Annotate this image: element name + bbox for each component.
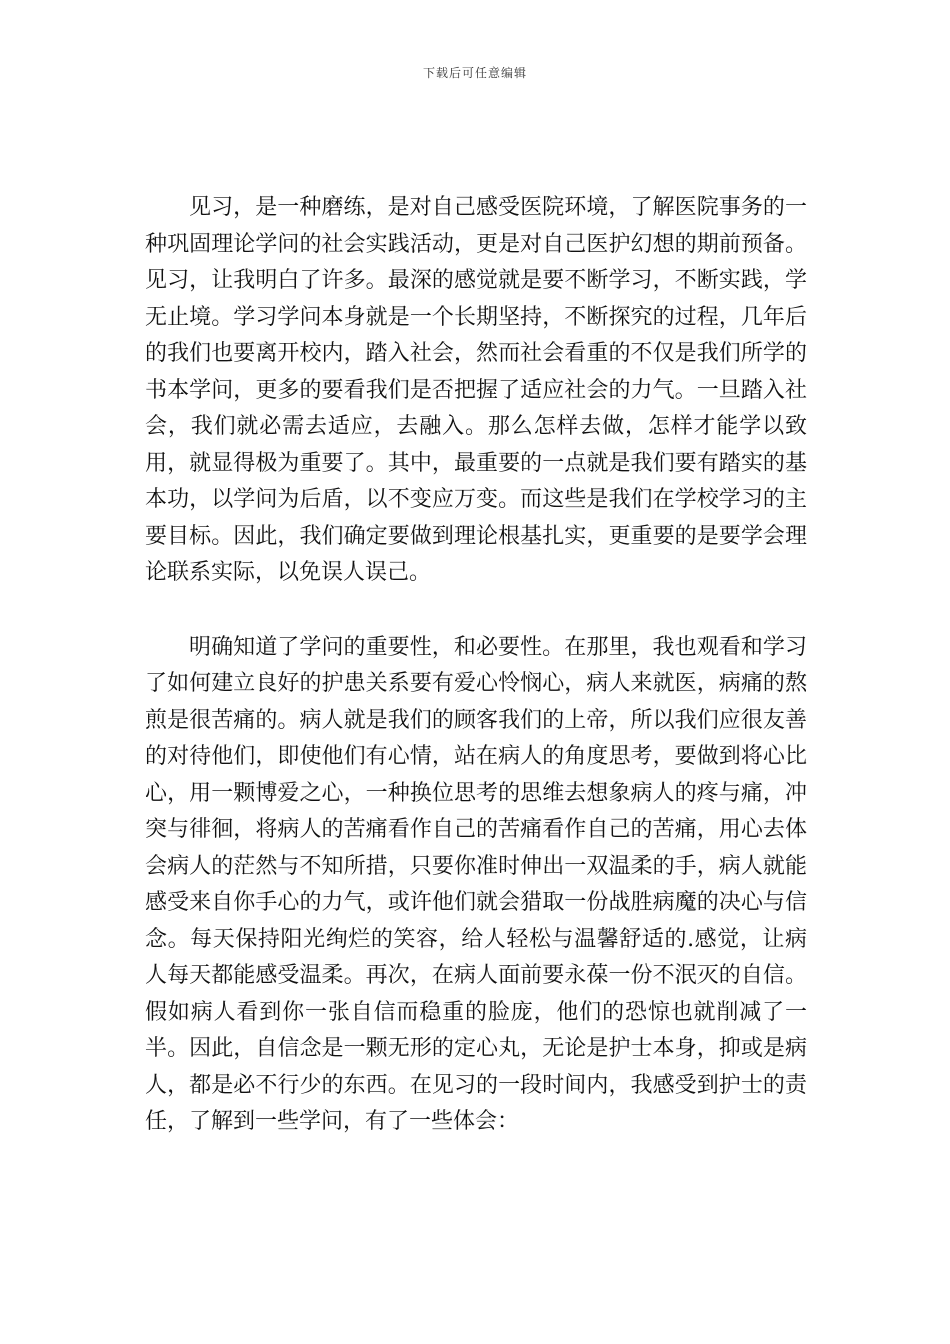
page-header: 下载后可任意编辑 [422, 66, 527, 80]
paragraph-1: 见习，是一种磨练，是对自己感受医院环境，了解医院事务的一种巩固理论学问的社会实践活动，更是对自己医护幻想的期前预备。见习，让我明白了许多。最深的感觉就是要不断学习，不断实践，学无止境。学习学问本身就是一个长期坚持，不断探究的过程，几年后的我们也要离开校内，踏入社会，然而社会看重的不仅是我们所学的书本学问，更多的要看我们是否把握了适应社会的力气。一旦踏入社会，我们就必需去适应，去融入。那么怎样去做，怎样才能学以致用，就显得极为重要了。其中，最重要的一点就是我们要有踏实的基本功，以学问为后盾，以不变应万变。而这些是我们在学校学习的主要目标。因此，我们确定要做到理论根基扎实，更重要的是要学会理论联系实际，以免误人误己。 [145, 195, 807, 585]
paragraph-2: 明确知道了学问的重要性，和必要性。在那里，我也观看和学习了如何建立良好的护患关系要有爱心怜悯心，病人来就医，病痛的熬煎是很苦痛的。病人就是我们的顾客我们的上帝，所以我们应很友善的对待他们，即使他们有心情，站在病人的角度思考，要做到将心比心，用一颗博爱之心，一种换位思考的思维去想象病人的疼与痛，冲突与徘徊，将病人的苦痛看作自己的苦痛看作自己的苦痛，用心去体会病人的茫然与不知所措，只要你准时伸出一双温柔的手，病人就能感受来自你手心的力气，或许他们就会猎取一份战胜病魔的决心与信念。每天保持阳光绚烂的笑容，给人轻松与温馨舒适的.感觉，让病人每天都能感受温柔。再次，在病人面前要永葆一份不泯灭的自信。假如病人看到你一张自信而稳重的脸庞，他们的恐惊也就削减了一半。因此，自信念是一颗无形的定心丸，无论是护士本身，抑或是病人，都是必不行少的东西。在见习的一段时间内，我感受到护士的责任，了解到一些学问，有了一些体会： [145, 634, 807, 1134]
document-body [145, 190, 807, 1141]
